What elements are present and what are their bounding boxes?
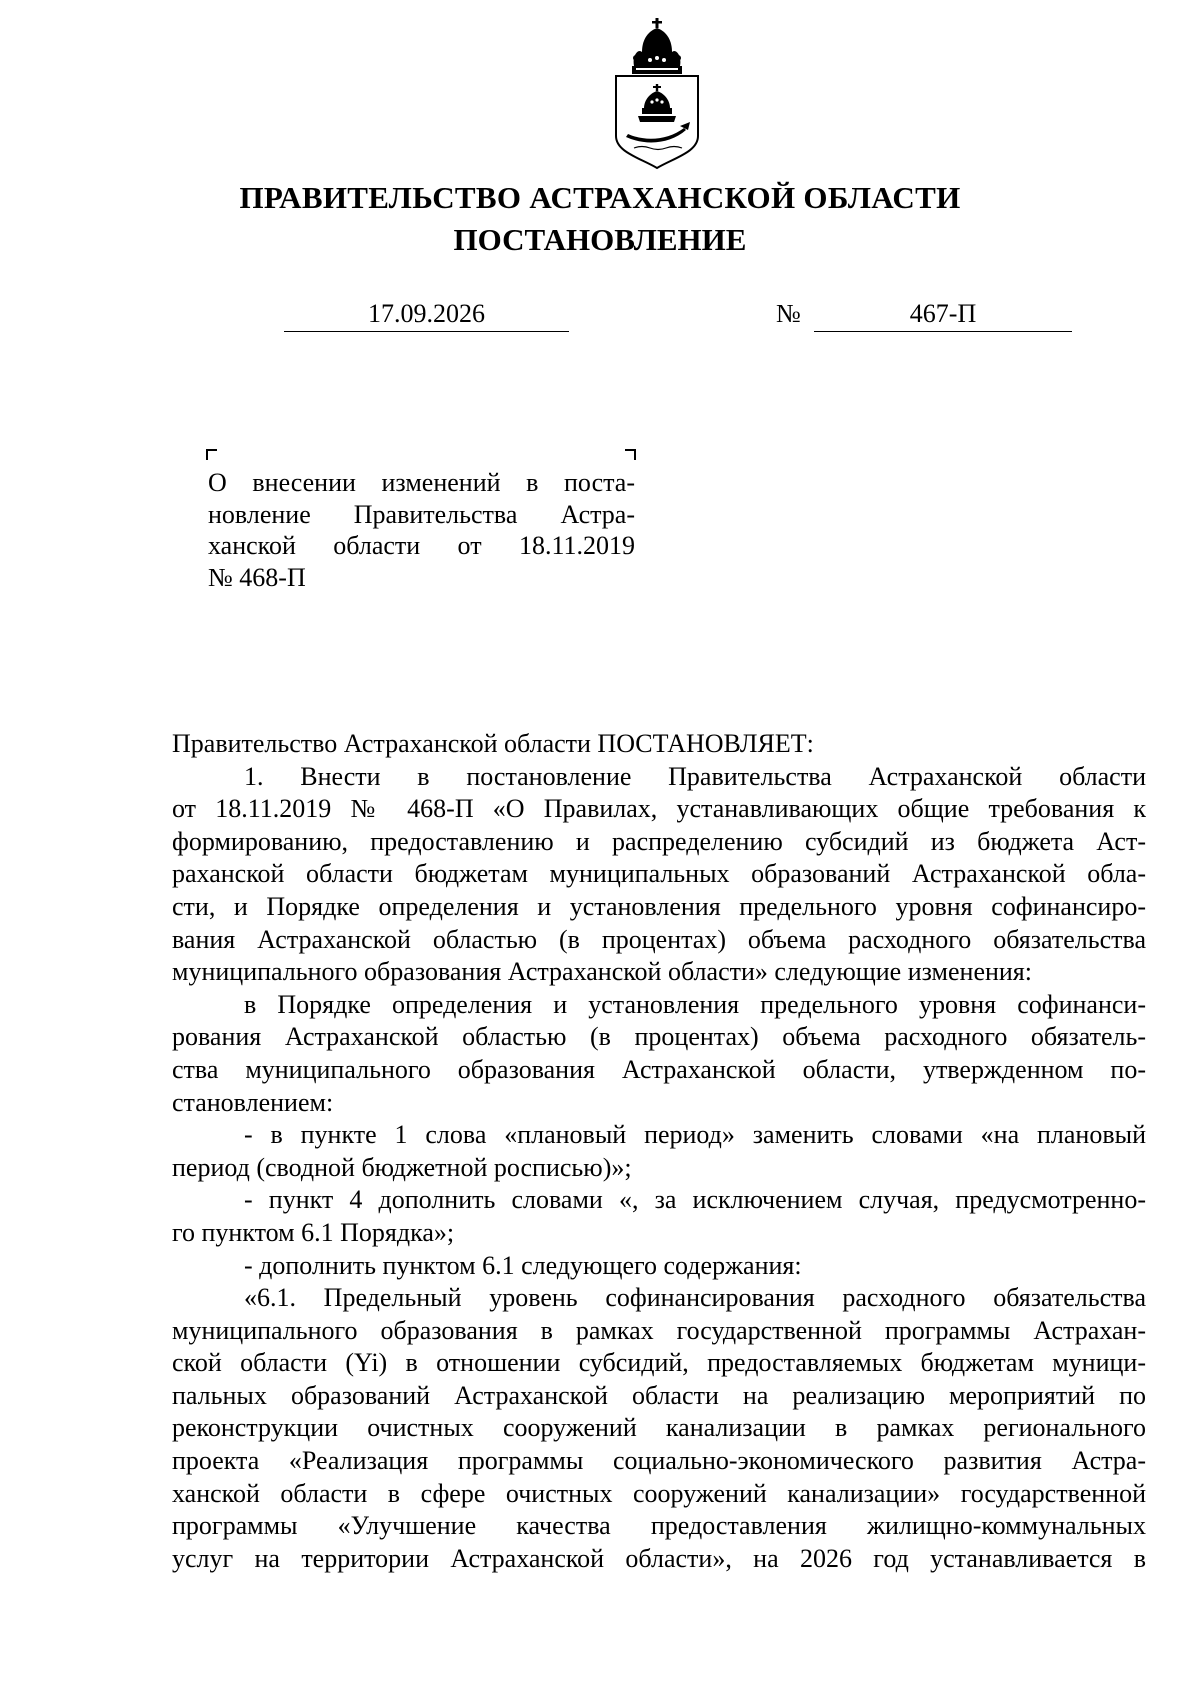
subject-corner-right <box>625 449 636 460</box>
body-line: становлением: <box>172 1087 334 1117</box>
coat-of-arms-icon <box>612 18 702 170</box>
body-line: от 18.11.2019 № 468-П «О Правилах, устанавливающих общие требования к <box>172 794 1146 824</box>
number-sign: № <box>776 299 801 328</box>
document-subject <box>208 467 635 593</box>
subject-corner-left <box>206 449 217 460</box>
body-line: - пункт 4 дополнить словами «, за исключением случая, предусмотренно- <box>244 1185 1146 1215</box>
body-line: проекта «Реализация программы социально-экономического развития Астра- <box>172 1446 1146 1476</box>
body-line: реконструкции очистных сооружений канализации в рамках регионального <box>172 1413 1146 1443</box>
body-line: ской области (Yi) в отношении субсидий, предоставляемых бюджетам муници- <box>172 1348 1146 1378</box>
coat-of-arms-emblem <box>612 18 702 170</box>
body-line: - дополнить пунктом 6.1 следующего содержания: <box>244 1250 802 1280</box>
body-line: формированию, предоставлению и распределению субсидий из бюджета Аст- <box>172 826 1146 856</box>
document-date: 17.09.2026 <box>284 298 569 332</box>
document-body <box>172 728 1146 1575</box>
body-line: программы «Улучшение качества предоставления жилищно-коммунальных <box>172 1511 1146 1541</box>
body-line: муниципального образования Астраханской области» следующие изменения: <box>172 957 1032 987</box>
subject-line: ханской области от 18.11.2019 <box>208 531 635 560</box>
body-line: ства муниципального образования Астраханской области, утвержденном по- <box>172 1054 1146 1084</box>
subject-line: новление Правительства Астра- <box>208 499 635 529</box>
body-line: вания Астраханской областью (в процентах) объема расходного обязательства <box>172 924 1146 954</box>
body-line: сти, и Порядке определения и установления предельного уровня софинансиро- <box>172 891 1146 921</box>
document-type-title: ПОСТАНОВЛЕНИЕ <box>453 222 747 257</box>
subject-line: О внесении изменений в поста- <box>208 468 635 497</box>
subject-line: № 468-П <box>208 562 306 592</box>
body-line: в Порядке определения и установления предельного уровня софинанси- <box>244 989 1146 1019</box>
body-line: - в пункте 1 слова «плановый период» заменить словами «на плановый <box>244 1120 1146 1150</box>
body-line: период (сводной бюджетной росписью)»; <box>172 1152 632 1182</box>
body-line: пальных образований Астраханской области на реализацию мероприятий по <box>172 1380 1146 1410</box>
body-line: «6.1. Предельный уровень софинансирования расходного обязательства <box>244 1283 1146 1313</box>
body-line: рования Астраханской областью (в процентах) объема расходного обязатель- <box>172 1022 1146 1052</box>
document-number: 467-П <box>814 298 1072 332</box>
organization-title: ПРАВИТЕЛЬСТВО АСТРАХАНСКОЙ ОБЛАСТИ <box>239 180 961 215</box>
body-line: услуг на территории Астраханской области», на 2026 год устанавливается в <box>172 1543 1146 1573</box>
body-line-preamble: Правительство Астраханской области ПОСТАНОВЛЯЕТ: <box>172 729 814 758</box>
body-line: 1. Внести в постановление Правительства Астраханской области <box>244 761 1146 791</box>
body-line: го пунктом 6.1 Порядка»; <box>172 1217 455 1247</box>
body-line: раханской области бюджетам муниципальных образований Астраханской обла- <box>172 859 1146 889</box>
body-line: ханской области в сфере очистных сооружений канализации» государственной <box>172 1478 1146 1508</box>
body-line: муниципального образования в рамках государственной программы Астрахан- <box>172 1315 1146 1345</box>
